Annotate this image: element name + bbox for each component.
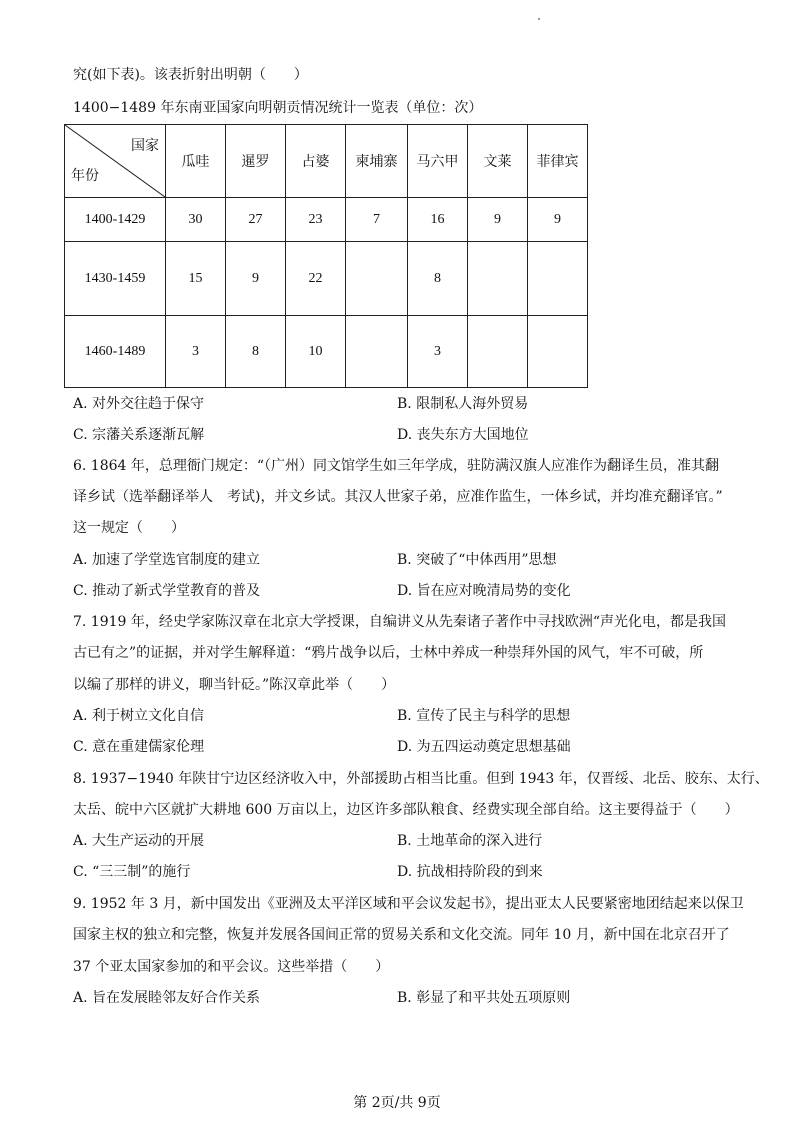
value-cell: 7 <box>346 198 408 242</box>
q7-option-c: C. 意在重建儒家伦理 <box>73 739 205 755</box>
question-5-stem-tail: 究(如下表)。该表折射出明朝（ ） <box>73 67 308 83</box>
q7-option-d: D. 为五四运动奠定思想基础 <box>397 739 571 755</box>
q5-option-a: A. 对外交往趋于保守 <box>73 396 205 412</box>
q6-stem-line: 译乡试（选举翻译举人 考试)，并文乡试。其汉人世家子弟，应准作监生，一体乡试，并均准充翻译官。” <box>73 489 723 505</box>
table-row <box>65 242 588 316</box>
value-cell: 22 <box>286 242 346 316</box>
value-cell <box>468 316 528 388</box>
q6-option-a: A. 加速了学堂选官制度的建立 <box>73 552 261 568</box>
value-cell <box>528 316 588 388</box>
country-header: 菲律宾 <box>528 125 588 198</box>
value-cell: 9 <box>468 198 528 242</box>
corner-label-country: 国家 <box>131 138 159 154</box>
value-cell: 30 <box>166 198 226 242</box>
value-cell: 10 <box>286 316 346 388</box>
value-cell: 16 <box>408 198 468 242</box>
q9-stem-line: 9. 1952 年 3 月，新中国发出《亚洲及太平洋区域和平会议发起书》，提出亚太人民要紧密地团结起来以保卫 <box>73 896 744 912</box>
q8-option-c: C. “三三制”的施行 <box>73 864 191 880</box>
q9-stem-line: 37 个亚太国家参加的和平会议。这些举措（ ） <box>73 959 390 975</box>
table-header-row <box>65 125 588 198</box>
q8-option-b: B. 土地革命的深入进行 <box>397 833 543 849</box>
value-cell: 3 <box>166 316 226 388</box>
q6-option-c: C. 推动了新式学堂教育的普及 <box>73 583 261 599</box>
value-cell <box>528 242 588 316</box>
q8-stem-line: 太岳、皖中六区就扩大耕地 600 万亩以上，边区许多部队粮食、经费实现全部自给。这主要得益于（ ） <box>73 802 739 818</box>
value-cell: 15 <box>166 242 226 316</box>
q9-option-a: A. 旨在发展睦邻友好合作关系 <box>73 990 261 1006</box>
q7-stem-line: 古已有之”的证据，并对学生解释道：“鸦片战争以后，士林中养成一种崇拜外国的风气，牢不可破，所 <box>73 645 704 661</box>
q6-stem-line: 6. 1864 年，总理衙门规定：“（广州）同文馆学生如三年学成，驻防满汉旗人应准作为翻译生员，准其翻 <box>73 458 720 474</box>
table-corner-cell <box>65 125 166 198</box>
value-cell: 9 <box>226 242 286 316</box>
scan-dot <box>538 18 540 20</box>
q7-stem-line: 以编了那样的讲义，聊当针砭。”陈汉章此举（ ） <box>73 677 396 693</box>
value-cell: 27 <box>226 198 286 242</box>
q6-option-b: B. 突破了“中体西用”思想 <box>397 552 557 568</box>
period-cell: 1460-1489 <box>65 316 166 388</box>
q6-stem-line: 这一规定（ ） <box>73 520 185 536</box>
table-title: 1400−1489 年东南亚国家向明朝贡情况统计一览表（单位：次） <box>73 100 483 116</box>
period-cell: 1430-1459 <box>65 242 166 316</box>
value-cell <box>346 316 408 388</box>
country-header: 占婆 <box>286 125 346 198</box>
table-row <box>65 198 588 242</box>
q5-option-b: B. 限制私人海外贸易 <box>397 396 529 412</box>
q9-option-b: B. 彰显了和平共处五项原则 <box>397 990 571 1006</box>
page-number: 第 2页/共 9页 <box>353 1095 441 1111</box>
q7-option-b: B. 宣传了民主与科学的思想 <box>397 708 571 724</box>
value-cell: 23 <box>286 198 346 242</box>
country-header: 瓜哇 <box>166 125 226 198</box>
q7-stem-line: 7. 1919 年，经史学家陈汉章在北京大学授课，自编讲义从先秦诸子著作中寻找欧洲“声光化电，都是我国 <box>73 614 727 630</box>
country-header: 文莱 <box>468 125 528 198</box>
period-cell: 1400-1429 <box>65 198 166 242</box>
value-cell: 8 <box>408 242 468 316</box>
q6-option-d: D. 旨在应对晚清局势的变化 <box>397 583 571 599</box>
country-header: 马六甲 <box>408 125 468 198</box>
q5-option-d: D. 丧失东方大国地位 <box>397 427 529 443</box>
country-header: 柬埔寨 <box>346 125 408 198</box>
value-cell <box>468 242 528 316</box>
q7-option-a: A. 利于树立文化自信 <box>73 708 205 724</box>
value-cell <box>346 242 408 316</box>
q5-option-c: C. 宗藩关系逐渐瓦解 <box>73 427 205 443</box>
country-header: 暹罗 <box>226 125 286 198</box>
tribute-table <box>64 124 588 388</box>
corner-label-year: 年份 <box>71 168 99 184</box>
q9-stem-line: 国家主权的独立和完整，恢复并发展各国间正常的贸易关系和文化交流。同年 10 月，新中国在北京召开了 <box>73 927 730 943</box>
q8-stem-line: 8. 1937−1940 年陕甘宁边区经济收入中，外部援助占相当比重。但到 1943 年，仅晋绥、北岳、胶东、太行、 <box>73 771 769 787</box>
value-cell: 8 <box>226 316 286 388</box>
value-cell: 3 <box>408 316 468 388</box>
q8-option-d: D. 抗战相持阶段的到来 <box>397 864 543 880</box>
table-row <box>65 316 588 388</box>
value-cell: 9 <box>528 198 588 242</box>
q8-option-a: A. 大生产运动的开展 <box>73 833 205 849</box>
